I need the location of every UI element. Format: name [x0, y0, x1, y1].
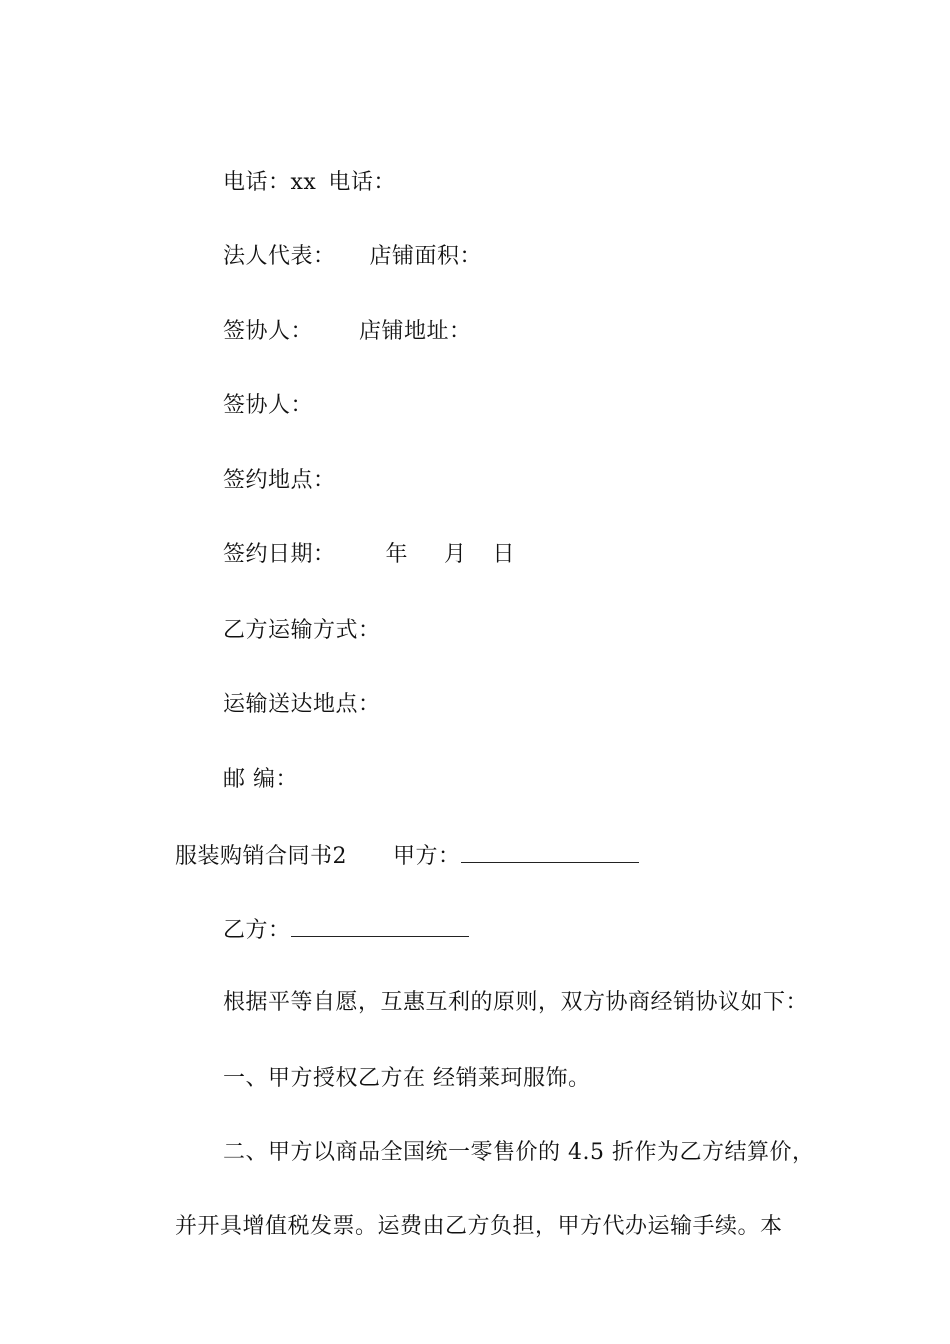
postcode-label: 邮 编： — [222, 767, 298, 792]
delivery-place-label: 运输送达地点： — [222, 692, 381, 717]
party-b-blank — [291, 914, 469, 937]
store-address-label: 店铺地址： — [359, 319, 472, 344]
clause-2-continuation — [145, 1182, 783, 1272]
party-a-label: 甲方： — [392, 844, 461, 869]
store-area-label: 店铺面积： — [369, 244, 483, 269]
clause-2-text-line2: 并开具增值税发票。运费由乙方负担，甲方代办运输手续。本 — [174, 1214, 783, 1239]
phone-label-2: 电话： — [328, 170, 396, 195]
clause-2-text-line1: 二、甲方以商品全国统一零售价的 4.5 折作为乙方结算价， — [222, 1140, 815, 1165]
year-label: 年 — [385, 542, 409, 567]
signer-label-2: 签协人： — [222, 393, 313, 418]
day-label: 日 — [492, 542, 516, 567]
contract-title: 服装购销合同书2 — [174, 844, 347, 869]
sign-place-label: 签约地点： — [222, 468, 336, 493]
party-a-blank — [461, 840, 639, 863]
party-b-label: 乙方： — [222, 918, 291, 943]
intro-text: 根据平等自愿，互惠互利的原则，双方协商经销协议如下： — [222, 990, 808, 1015]
legal-rep-label: 法人代表： — [222, 244, 336, 269]
phone-label-1: 电话：xx — [222, 170, 317, 195]
clause-1-text: 一、甲方授权乙方在 经销莱珂服饰。 — [222, 1066, 591, 1091]
sign-date-label: 签约日期： — [222, 542, 336, 567]
month-label: 月 — [444, 542, 467, 567]
transport-label: 乙方运输方式： — [222, 618, 381, 643]
signer-label-1: 签协人： — [222, 319, 313, 344]
